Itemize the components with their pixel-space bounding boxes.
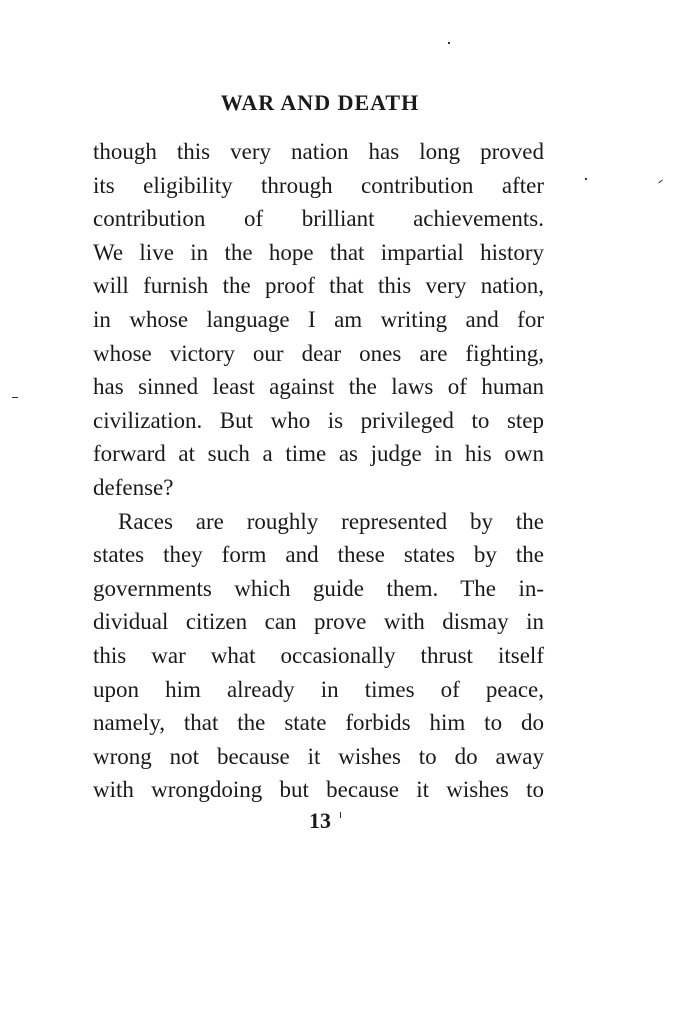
text-line: contribution of brilliant achievements. <box>93 206 544 232</box>
page-number: 13 <box>309 808 331 833</box>
running-title: WAR AND DEATH <box>220 90 420 115</box>
text-line: governments which guide them. The in- <box>93 575 544 601</box>
text-line: whose victory our dear ones are fighting, <box>93 340 544 366</box>
text-line: defense? <box>93 474 174 500</box>
scan-speck <box>340 812 341 818</box>
text-line: civilization. But who is privileged to step <box>93 407 544 433</box>
scan-speck <box>448 42 450 44</box>
text-line: with wrongdoing but because it wishes to <box>93 777 544 803</box>
text-line: its eligibility through contribution after <box>93 172 544 198</box>
paragraph <box>93 505 544 807</box>
body-text <box>93 135 544 807</box>
text-line: though this very nation has long proved <box>93 139 544 164</box>
text-line: namely, that the state forbids him to do <box>93 710 544 736</box>
text-line: will furnish the proof that this very nation, <box>93 273 544 299</box>
scan-speck <box>12 397 18 398</box>
text-line: in whose language I am writing and for <box>93 306 544 332</box>
text-line: forward at such a time as judge in his own <box>93 441 544 467</box>
text-line: upon him already in times of peace, <box>93 676 544 702</box>
text-line: We live in the hope that impartial history <box>93 239 544 265</box>
text-line: states they form and these states by the <box>93 542 544 568</box>
text-line: dividual citizen can prove with dismay in <box>93 609 544 635</box>
text-line: Races are roughly represented by the <box>118 508 544 534</box>
scan-speck <box>658 180 662 184</box>
paragraph <box>93 135 544 505</box>
text-line: this war what occasionally thrust itself <box>93 642 544 668</box>
scan-speck <box>585 178 587 180</box>
text-line: has sinned least against the laws of human <box>93 374 544 400</box>
text-line: wrong not because it wishes to do away <box>93 743 544 769</box>
